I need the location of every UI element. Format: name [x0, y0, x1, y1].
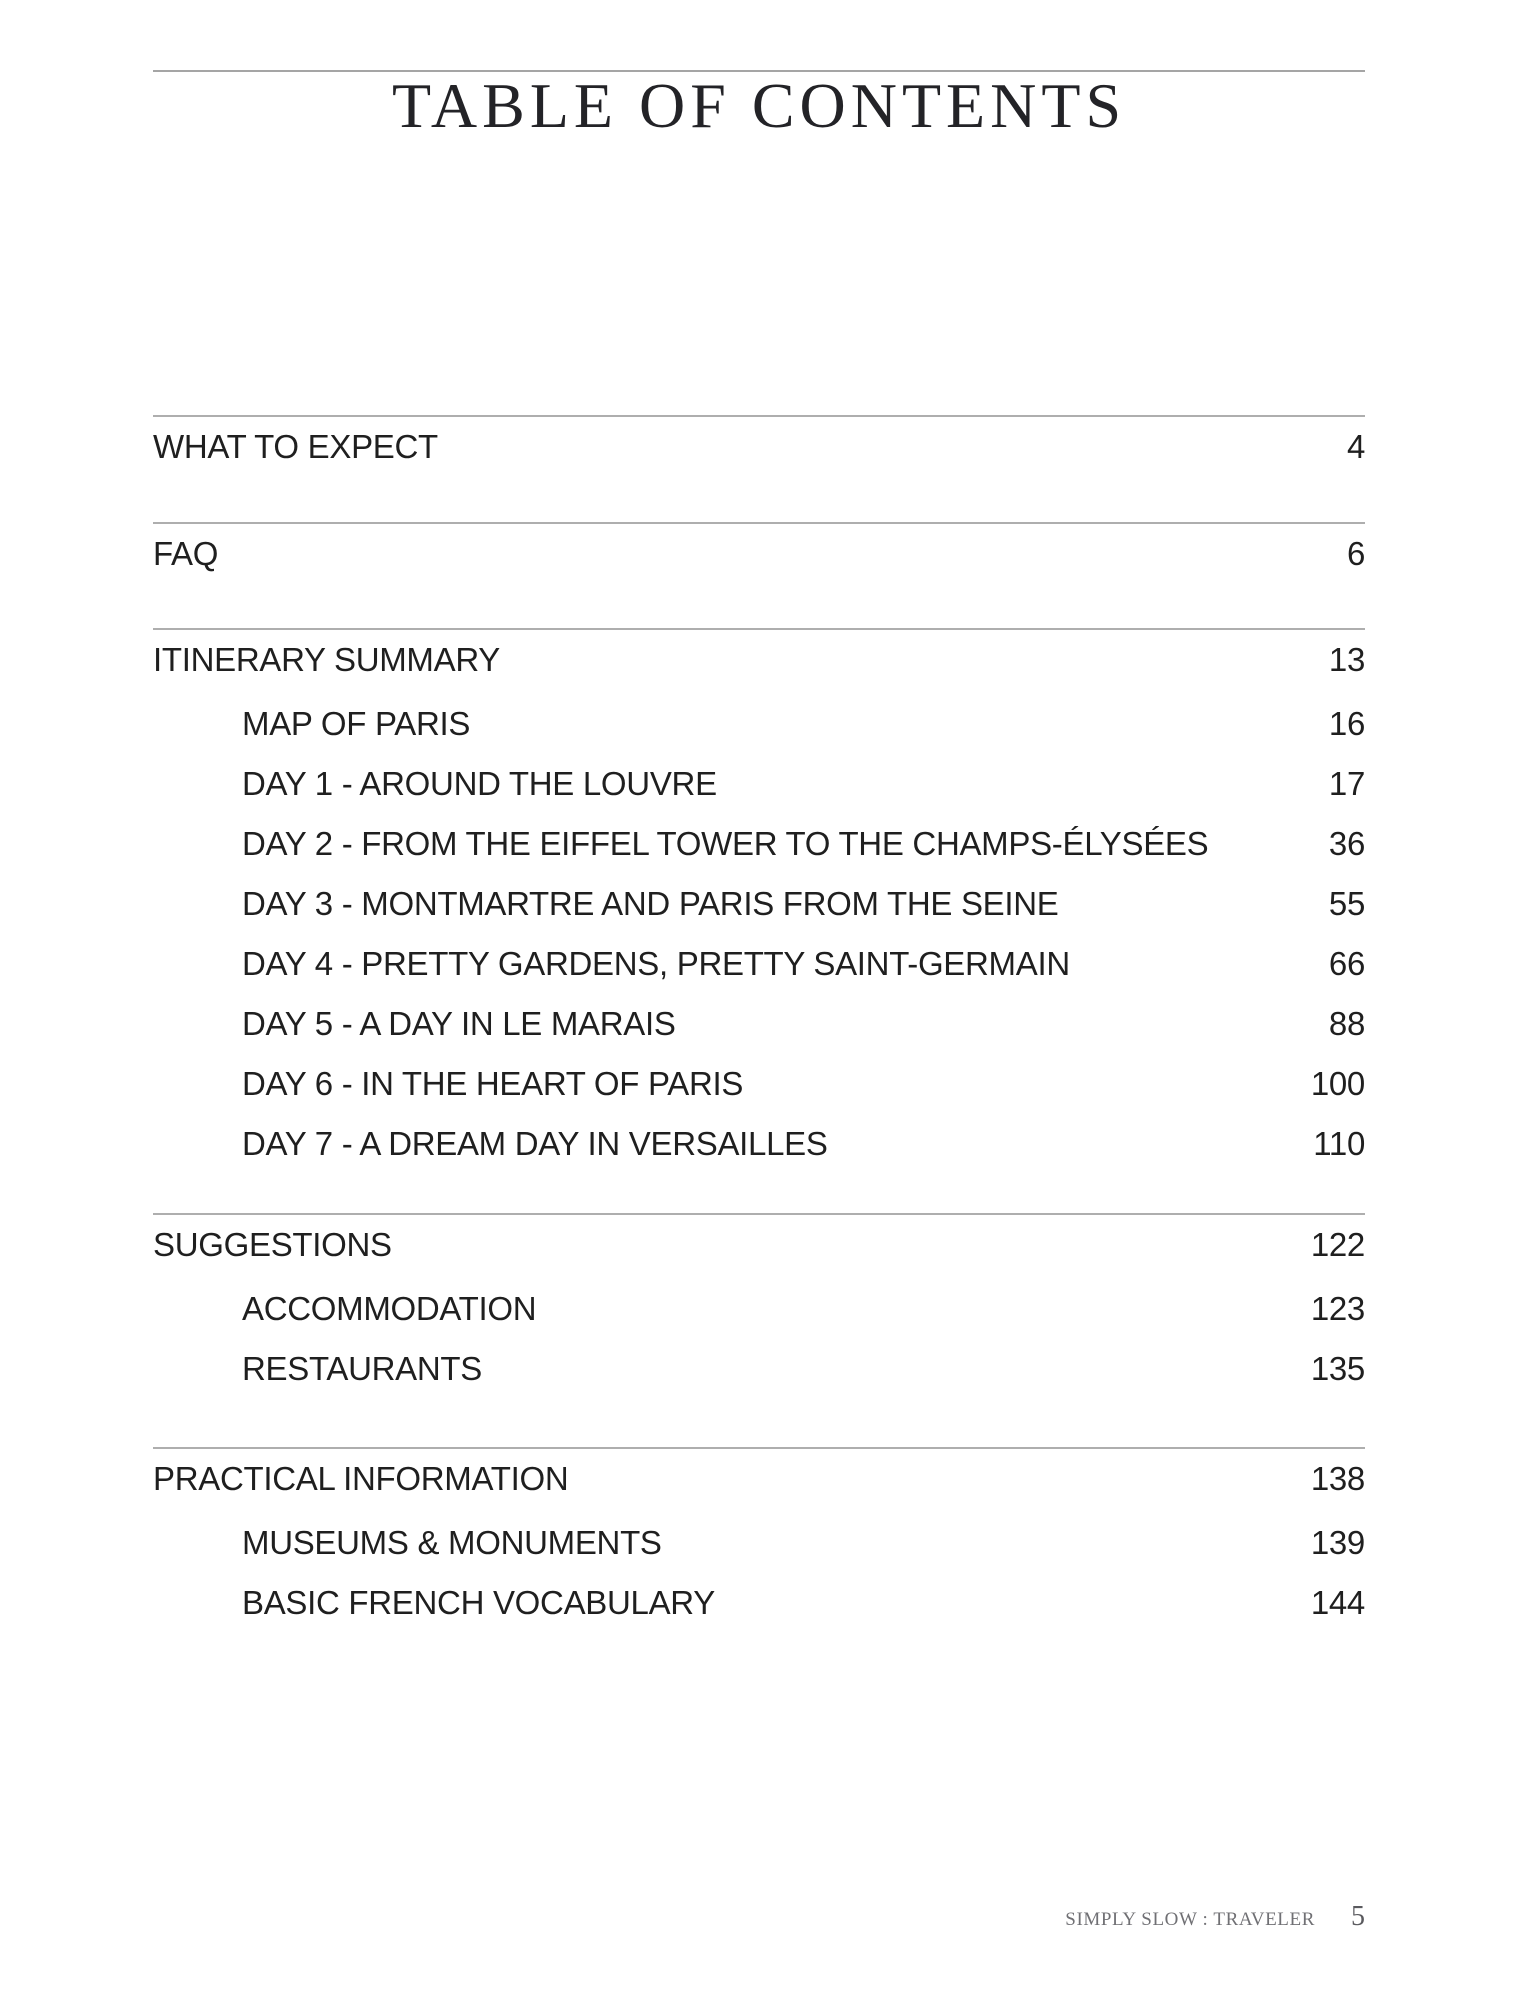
toc-entry-label: ITINERARY SUMMARY: [153, 641, 500, 678]
toc-entry-page-number: 110: [1313, 1125, 1365, 1162]
toc-entry-label: DAY 6 - IN THE HEART OF PARIS: [242, 1065, 744, 1102]
toc-subentries: [153, 707, 1365, 1161]
toc-entry-day-6[interactable]: [153, 1067, 1365, 1101]
footer-brand: SIMPLY SLOW : TRAVELER: [1065, 1909, 1315, 1930]
toc-entry-page-number: 138: [1310, 1460, 1365, 1497]
toc-section-faq: [153, 522, 1365, 571]
toc-entry-day-1[interactable]: [153, 767, 1365, 801]
toc-entry-accommodation[interactable]: [153, 1292, 1365, 1326]
toc-entry-page-number: 13: [1328, 641, 1365, 678]
toc-entry-label: DAY 2 - FROM THE EIFFEL TOWER TO THE CHAMPS-ÉLYSÉES: [242, 825, 1209, 862]
toc-entry-label: MUSEUMS & MONUMENTS: [242, 1524, 662, 1561]
toc-entry-what-to-expect[interactable]: [153, 430, 1365, 464]
toc-entry-suggestions[interactable]: [153, 1228, 1365, 1262]
toc-entry-practical-information[interactable]: [153, 1462, 1365, 1496]
toc-entry-label: RESTAURANTS: [242, 1350, 482, 1387]
toc-entry-label: MAP OF PARIS: [242, 705, 471, 742]
page-footer: [1065, 1901, 1365, 1933]
toc-entry-page-number: 100: [1310, 1065, 1365, 1102]
toc-entry-label: DAY 3 - MONTMARTRE AND PARIS FROM THE SEINE: [242, 885, 1059, 922]
toc-subentries: [153, 1526, 1365, 1620]
toc-subentries: [153, 1292, 1365, 1386]
toc-entry-label: DAY 5 - A DAY IN LE MARAIS: [242, 1005, 676, 1042]
toc-entry-day-7[interactable]: [153, 1127, 1365, 1161]
toc-entry-map-of-paris[interactable]: [153, 707, 1365, 741]
toc-entry-page-number: 66: [1328, 945, 1365, 982]
toc-entry-label: ACCOMMODATION: [242, 1290, 537, 1327]
toc-entry-itinerary-summary[interactable]: [153, 643, 1365, 677]
toc-entry-page-number: 16: [1328, 705, 1365, 742]
toc-section-suggestions: [153, 1213, 1365, 1386]
toc-entry-page-number: 17: [1328, 765, 1365, 802]
toc-entry-label: SUGGESTIONS: [153, 1226, 392, 1263]
toc-entry-faq[interactable]: [153, 537, 1365, 571]
toc-entry-day-4[interactable]: [153, 947, 1365, 981]
toc-entry-label: PRACTICAL INFORMATION: [153, 1460, 569, 1497]
toc-section-practical-information: [153, 1447, 1365, 1620]
toc-entry-page-number: 139: [1310, 1524, 1365, 1561]
toc-entry-day-3[interactable]: [153, 887, 1365, 921]
page-title: TABLE OF CONTENTS: [391, 70, 1127, 141]
toc-entry-day-2[interactable]: [153, 827, 1365, 861]
toc-section-what-to-expect: [153, 415, 1365, 464]
toc-entry-page-number: 36: [1328, 825, 1365, 862]
toc-entry-page-number: 123: [1310, 1290, 1365, 1327]
toc-entry-page-number: 135: [1310, 1350, 1365, 1387]
page-header: [153, 70, 1365, 141]
toc-entry-museums-monuments[interactable]: [153, 1526, 1365, 1560]
toc-entry-label: DAY 1 - AROUND THE LOUVRE: [242, 765, 717, 802]
toc-entry-page-number: 88: [1328, 1005, 1365, 1042]
toc-section-itinerary-summary: [153, 628, 1365, 1161]
toc-entry-page-number: 6: [1346, 535, 1365, 572]
toc-entry-page-number: 122: [1310, 1226, 1365, 1263]
toc-entry-label: BASIC FRENCH VOCABULARY: [242, 1584, 715, 1621]
toc-entry-label: FAQ: [153, 535, 219, 572]
toc-entry-label: WHAT TO EXPECT: [153, 428, 438, 465]
toc-entry-page-number: 144: [1310, 1584, 1365, 1621]
toc-entry-label: DAY 4 - PRETTY GARDENS, PRETTY SAINT-GERMAIN: [242, 945, 1070, 982]
toc-entry-page-number: 4: [1346, 428, 1365, 465]
toc-entry-restaurants[interactable]: [153, 1352, 1365, 1386]
table-of-contents: [153, 415, 1365, 1620]
footer-page-number: 5: [1351, 1901, 1365, 1932]
toc-entry-basic-french-vocabulary[interactable]: [153, 1586, 1365, 1620]
toc-entry-page-number: 55: [1328, 885, 1365, 922]
toc-entry-label: DAY 7 - A DREAM DAY IN VERSAILLES: [242, 1125, 828, 1162]
toc-entry-day-5[interactable]: [153, 1007, 1365, 1041]
